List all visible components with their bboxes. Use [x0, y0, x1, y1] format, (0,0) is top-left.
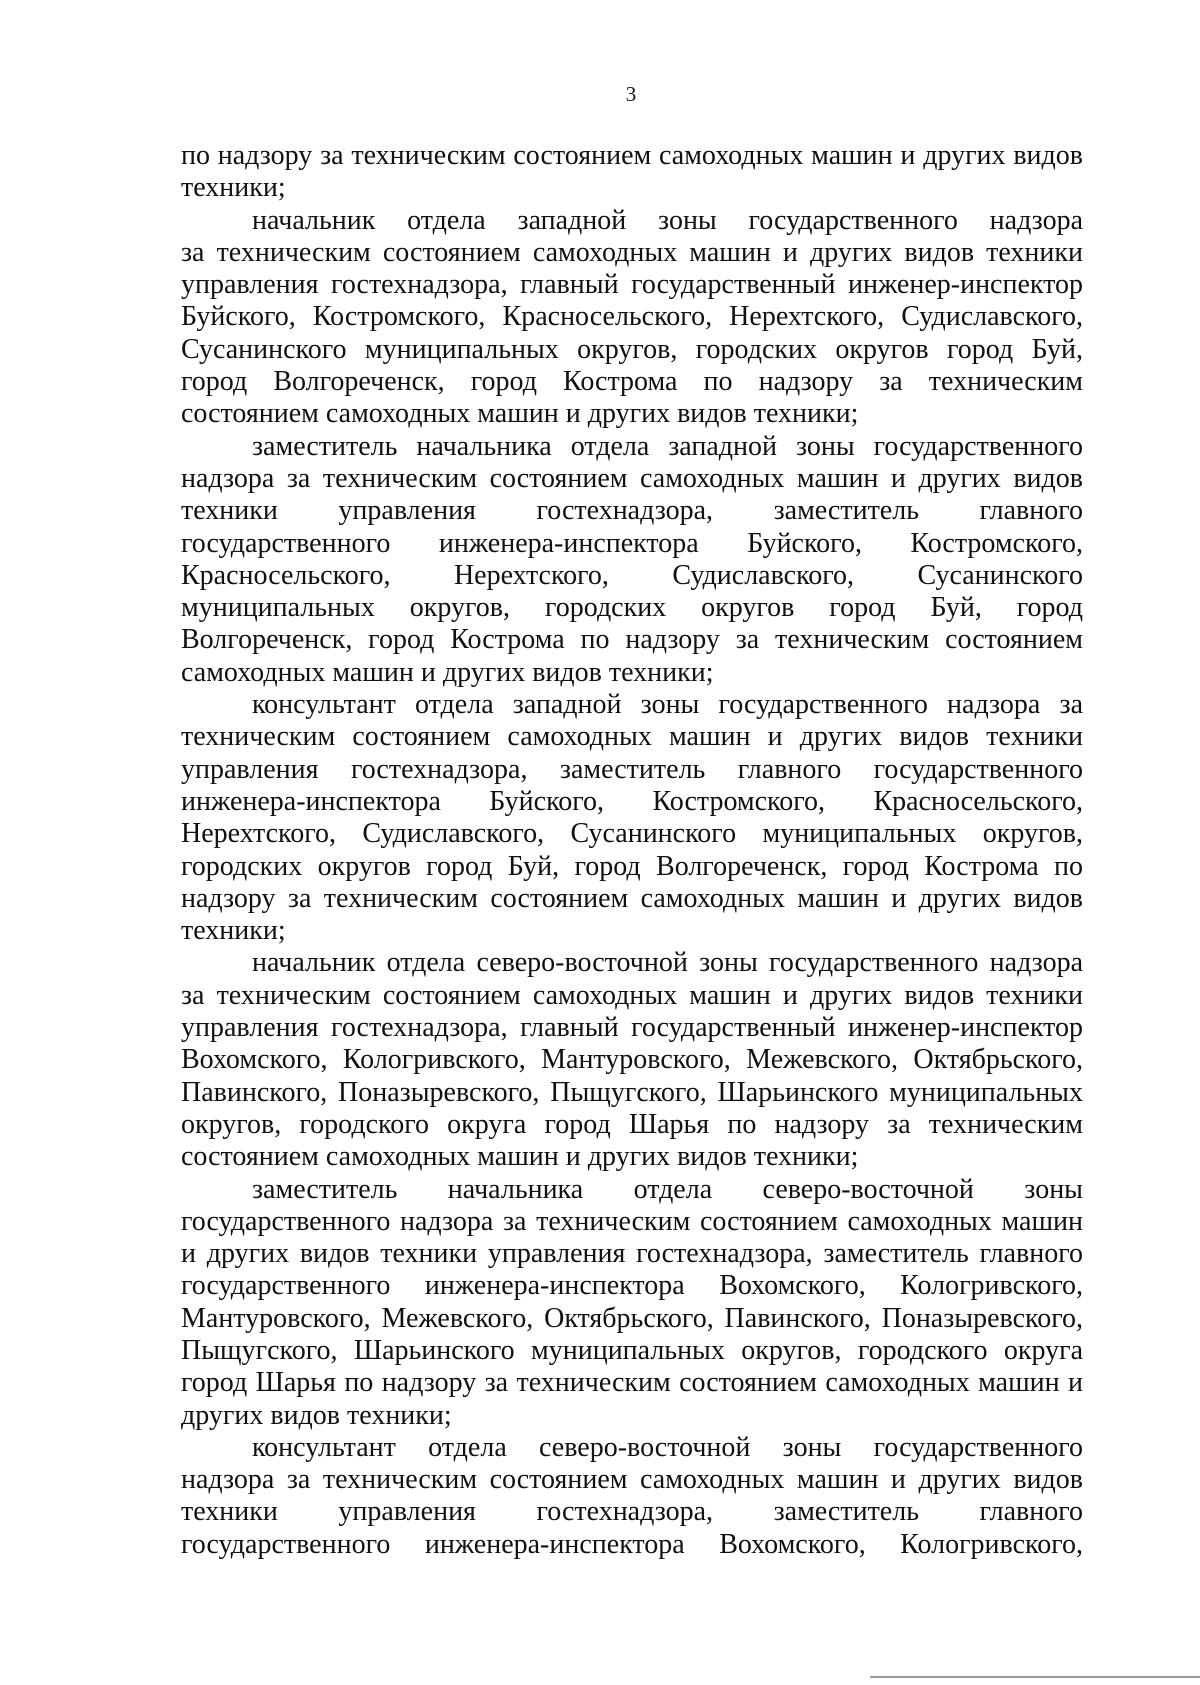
- text-line: техники;: [181, 172, 286, 204]
- text-line: Сусанинского муниципальных округов, городских округов город Буй,: [181, 333, 1083, 365]
- text-line: надзора за техническим состоянием самоходных машин и других видов: [181, 1464, 1083, 1496]
- paragraph: [181, 1432, 1083, 1561]
- text-line: техники управления гостехнадзора, заместитель главного: [181, 495, 1083, 527]
- paragraph: [181, 205, 1083, 431]
- text-line: государственного инженера-инспектора Буйского, Костромского,: [181, 527, 1083, 559]
- text-line: управления гостехнадзора, заместитель главного государственного: [181, 753, 1083, 785]
- text-line: государственного надзора за техническим состоянием самоходных машин: [181, 1205, 1083, 1237]
- paragraph: [181, 1174, 1083, 1432]
- text-line: муниципальных округов, городских округов город Буй, город: [181, 592, 1083, 624]
- paragraph: [181, 689, 1083, 947]
- text-line: техники;: [181, 915, 286, 947]
- text-line: Павинского, Поназыревского, Пыщугского, Шарьинского муниципальных: [181, 1076, 1083, 1108]
- text-line: консультант отдела северо-восточной зоны государственного: [252, 1431, 1083, 1463]
- text-line: по надзору за техническим состоянием самоходных машин и других видов: [181, 140, 1083, 171]
- text-line: город Шарья по надзору за техническим состоянием самоходных машин и: [181, 1367, 1083, 1399]
- text-line: самоходных машин и других видов техники;: [181, 656, 714, 688]
- text-line: других видов техники;: [181, 1399, 452, 1431]
- text-line: надзора за техническим состоянием самоходных машин и других видов: [181, 462, 1083, 494]
- text-line: надзору за техническим состоянием самоходных машин и других видов: [181, 882, 1083, 914]
- text-line: Пыщугского, Шарьинского муниципальных округов, городского округа: [181, 1334, 1083, 1366]
- text-line: заместитель начальника отдела северо-восточной зоны: [252, 1173, 1083, 1205]
- paragraph: [181, 140, 1083, 205]
- text-line: государственного инженера-инспектора Вохомского, Кологривского,: [181, 1528, 1083, 1560]
- paragraph: [181, 947, 1083, 1173]
- text-line: Нерехтского, Судиславского, Сусанинского муниципальных округов,: [181, 818, 1083, 850]
- text-line: техническим состоянием самоходных машин и других видов техники: [181, 721, 1083, 753]
- text-line: Волгореченск, город Кострома по надзору за техническим состоянием: [181, 624, 1083, 656]
- text-line: консультант отдела западной зоны государственного надзора за: [252, 689, 1083, 721]
- text-line: городских округов город Буй, город Волгореченск, город Кострома по: [181, 850, 1083, 882]
- text-line: управления гостехнадзора, главный государственный инженер-инспектор: [181, 1012, 1083, 1044]
- text-line: состоянием самоходных машин и других видов техники;: [181, 1141, 859, 1173]
- text-line: округов, городского округа город Шарья по надзору за техническим: [181, 1108, 1083, 1140]
- text-line: Вохомского, Кологривского, Мантуровского, Межевского, Октябрьского,: [181, 1044, 1083, 1076]
- text-line: Буйского, Костромского, Красносельского, Нерехтского, Судиславского,: [181, 301, 1083, 333]
- text-line: начальник отдела северо-восточной зоны государственного надзора: [252, 947, 1083, 979]
- text-line: город Волгореченск, город Кострома по надзору за техническим: [181, 366, 1083, 398]
- text-line: за техническим состоянием самоходных машин и других видов техники: [181, 236, 1083, 268]
- text-line: и других видов техники управления гостехнадзора, заместитель главного: [181, 1238, 1083, 1270]
- text-line: Мантуровского, Межевского, Октябрьского, Павинского, Поназыревского,: [181, 1302, 1083, 1334]
- text-line: за техническим состоянием самоходных машин и других видов техники: [181, 979, 1083, 1011]
- text-line: государственного инженера-инспектора Вохомского, Кологривского,: [181, 1270, 1083, 1302]
- text-line: состоянием самоходных машин и других видов техники;: [181, 398, 859, 430]
- text-line: инженера-инспектора Буйского, Костромского, Красносельского,: [181, 785, 1083, 817]
- text-line: заместитель начальника отдела западной зоны государственного: [252, 430, 1083, 462]
- paragraph: [181, 431, 1083, 689]
- text-line: начальник отдела западной зоны государственного надзора: [252, 204, 1083, 236]
- text-line: техники управления гостехнадзора, заместитель главного: [181, 1496, 1083, 1528]
- text-line: Красносельского, Нерехтского, Судиславского, Сусанинского: [181, 559, 1083, 591]
- page-number: 3: [625, 82, 637, 106]
- text-line: управления гостехнадзора, главный государственный инженер-инспектор: [181, 269, 1083, 301]
- scan-edge-line: [870, 1676, 1200, 1678]
- document-body: [181, 140, 1083, 1561]
